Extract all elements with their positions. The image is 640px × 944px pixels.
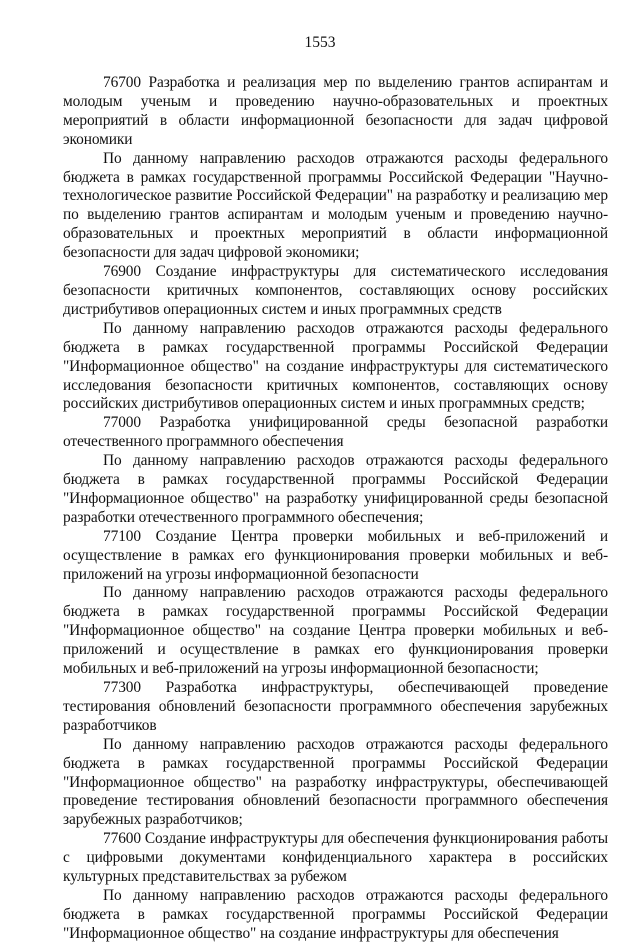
paragraph-description-77100: По данному направлению расходов отражаются расходы федерального бюджета в рамках государственной программы Российской Федерации "Информационное общество" на создание Центра проверки мобильных и веб-приложений и осуществление в рамках его функционирования проверки мобильных и веб-приложений на угрозы информационной безопасности; (63, 584, 608, 678)
paragraph-description-77000: По данному направлению расходов отражаются расходы федерального бюджета в рамках государственной программы Российской Федерации "Информационное общество" на разработку унифицированной среды безопасной разработки отечественного программного обеспечения; (63, 452, 608, 526)
paragraph-code-77000: 77000 Разработка унифицированной среды безопасной разработки отечественного программного обеспечения (63, 414, 608, 451)
paragraph-code-77300: 77300 Разработка инфраструктуры, обеспечивающей проведение тестирования обновлений безопасности программного обеспечения зарубежных разработчиков (63, 679, 608, 734)
paragraph-description-77600: По данному направлению расходов отражаются расходы федерального бюджета в рамках государственной программы Российской Федерации "Информационное общество" на создание инфраструктуры для обеспечения (63, 886, 608, 942)
page-number: 1553 (304, 34, 336, 51)
document-body (63, 74, 608, 944)
paragraph-code-76700: 76700 Разработка и реализация мер по выделению грантов аспирантам и молодым ученым и проведению научно-образовательных и проектных мероприятий в области информационной безопасности для задач цифровой экономики (63, 74, 608, 148)
paragraph-description-76700: По данному направлению расходов отражаются расходы федерального бюджета в рамках государственной программы Российской Федерации "Научно-технологическое развитие Российской Федерации" на разработку и реализацию мер по выделению грантов аспирантам и молодым ученым и проведению научно-образовательных и проектных мероприятий в области информационной безопасности для задач цифровой экономики; (63, 149, 608, 262)
paragraph-code-77600: 77600 Создание инфраструктуры для обеспечения функционирования работы с цифровыми документами конфиденциального характера в российских культурных представительствах за рубежом (63, 830, 608, 886)
paragraph-description-76900: По данному направлению расходов отражаются расходы федерального бюджета в рамках государственной программы Российской Федерации "Информационное общество" на создание инфраструктуры для систематического исследования безопасности критичных компонентов, составляющих основу российских дистрибутивов операционных систем и иных программных средств; (63, 319, 608, 413)
paragraph-code-77100: 77100 Создание Центра проверки мобильных и веб-приложений и осуществление в рамках его функционирования проверки мобильных и веб-приложений на угрозы информационной безопасности (63, 527, 608, 583)
paragraph-code-76900: 76900 Создание инфраструктуры для систематического исследования безопасности критичных компонентов, составляющих основу российских дистрибутивов операционных систем и иных программных средств (63, 263, 608, 318)
paragraph-description-77300: По данному направлению расходов отражаются расходы федерального бюджета в рамках государственной программы Российской Федерации "Информационное общество" на разработку инфраструктуры, обеспечивающей проведение тестирования обновлений безопасности программного обеспечения зарубежных разработчиков; (63, 735, 608, 829)
